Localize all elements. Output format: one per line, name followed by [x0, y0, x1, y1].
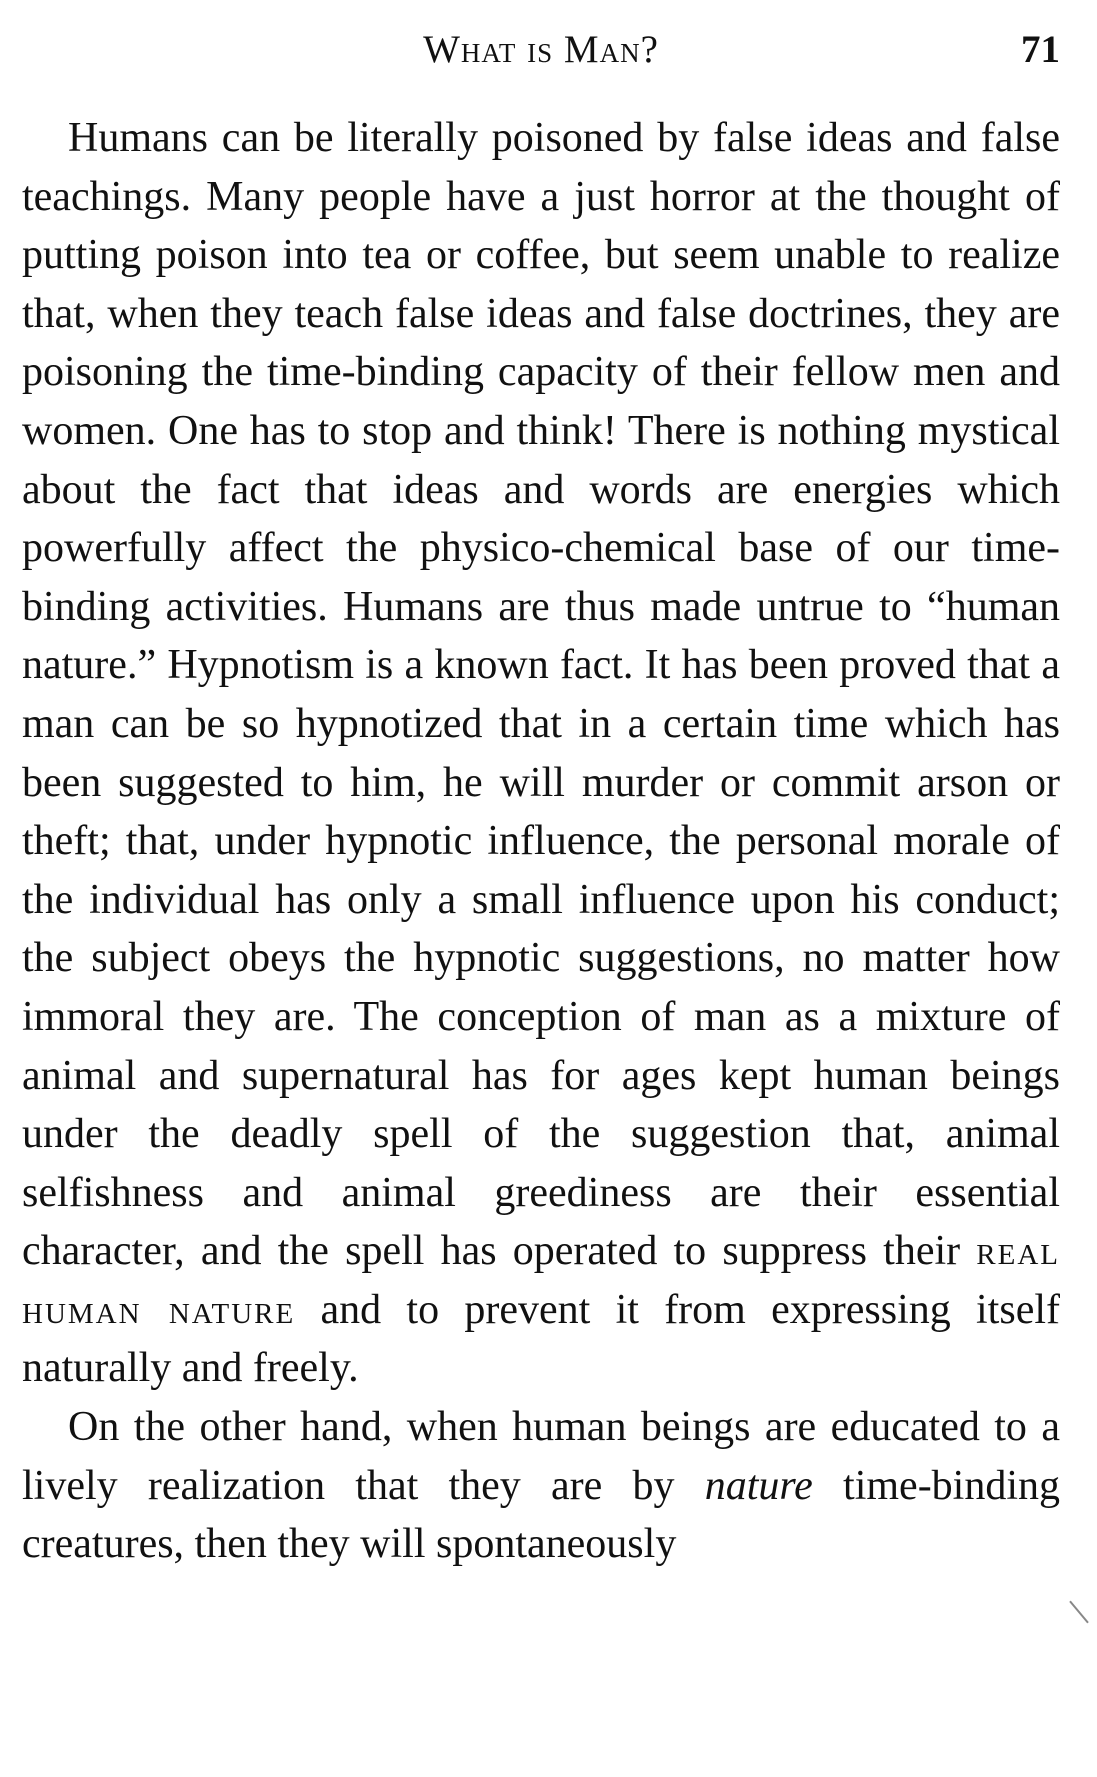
paragraph-2-text-end: time-binding creatures, then they will spontaneously [22, 1462, 1061, 1568]
paragraph-2-italic: nature [704, 1462, 813, 1509]
body-text [22, 109, 1060, 1574]
paragraph-2-text: On the other hand, when human beings are educated to a lively realization that they are by [22, 1404, 1060, 1509]
page-number: 71 [1021, 28, 1060, 71]
paragraph-1-smallcaps: real human nature [22, 1228, 1061, 1333]
paragraph-1 [22, 109, 1060, 1398]
running-title: What is Man? [423, 28, 659, 71]
paragraph-2 [22, 1398, 1060, 1574]
paragraph-1-text: Humans can be literally poisoned by false ideas and false teachings. Many people have a just horror at the thought of putting poison into tea or coffee, but seem unable to realize that, when they teach false ideas and false doctrines, they are poisoning the time-binding capacity of their fellow men and women. One has to stop and think! There is nothing mystical about the fact that ideas and words are energies which powerfully affect the physico-chemical base of our time-binding activities. Humans are thus made untrue to “human nature.” Hypnotism is a known fact. It has been proved that a man can be so hypnotized that in a certain time which has been suggested to him, he will murder or commit arson or theft; that, under hypnotic influence, the personal morale of the individual has only a small influence upon his conduct; the subject obeys the hypnotic suggestions, no matter how immoral they are. The conception of man as a mixture of animal and supernatural has for ages kept human beings under the deadly spell of the suggestion that, animal selfishness and animal greediness are their essential character, and the spell has operated to suppress their [22, 115, 1060, 1275]
running-head [22, 22, 1060, 78]
stray-pen-mark [1069, 1601, 1089, 1624]
paragraph-1-text-end: and to prevent it from expressing itself naturally and freely. [22, 1286, 1060, 1392]
